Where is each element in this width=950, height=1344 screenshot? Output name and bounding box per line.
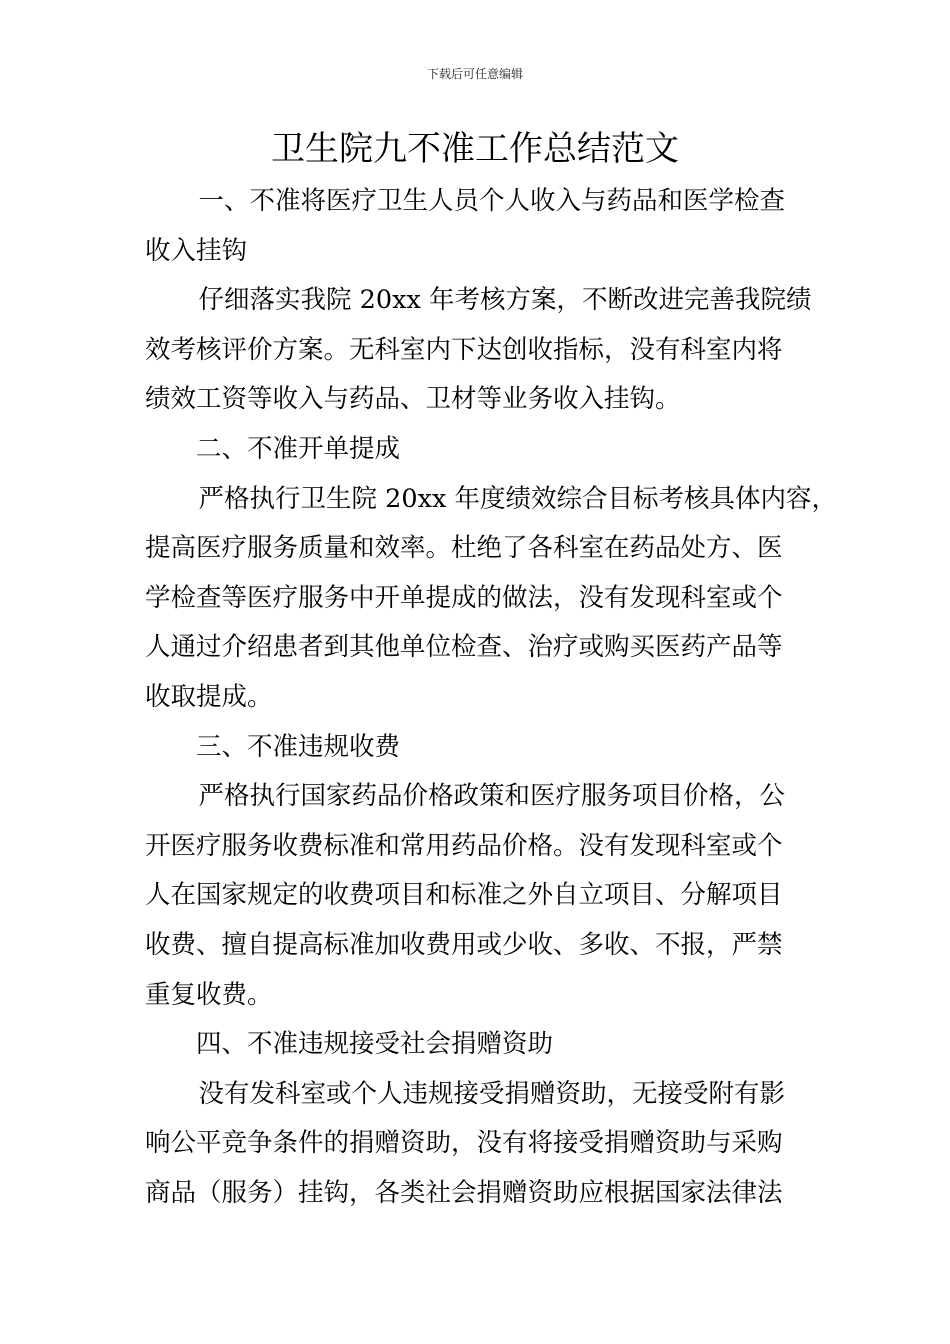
text-line (145, 227, 810, 277)
document-body (145, 177, 837, 1218)
text-line (145, 375, 810, 425)
document-title: 卫生院九不准工作总结范文 (271, 129, 679, 169)
text-line (145, 475, 837, 525)
text-line-content: 响公平竞争条件的捐赠资助，没有将接受捐赠资助与采购 (145, 1128, 783, 1159)
text-line-content: 四、不准违规接受社会捐赠资助 (196, 1029, 554, 1060)
text-line (145, 1119, 810, 1169)
text-line (145, 524, 810, 574)
text-line-content: 提高医疗服务质量和效率。杜绝了各科室在药品处方、医 (145, 533, 783, 564)
text-line-content: 仔细落实我院 20xx 年考核方案，不断改进完善我院绩 (198, 285, 812, 316)
text-line (145, 177, 810, 227)
text-line (145, 871, 810, 921)
text-line-content: 开医疗服务收费标准和常用药品价格。没有发现科室或个 (145, 830, 783, 861)
text-line-content: 人通过介绍患者到其他单位检查、治疗或购买医药产品等 (145, 632, 783, 663)
text-line (145, 921, 810, 971)
text-line (145, 723, 810, 773)
text-line (145, 772, 810, 822)
text-line (145, 1070, 810, 1120)
text-line-content: 人在国家规定的收费项目和标准之外自立项目、分解项目 (145, 880, 783, 911)
text-line-content: 商品（服务）挂钩，各类社会捐赠资助应根据国家法律法 (145, 1177, 783, 1208)
text-line (145, 623, 810, 673)
text-line-content: 严格执行卫生院 20xx 年度绩效综合目标考核具体内容， (198, 483, 837, 514)
text-line (145, 971, 810, 1021)
text-line (145, 425, 810, 475)
text-line-content: 三、不准违规收费 (196, 731, 401, 762)
text-line-content: 收费、擅自提高标准加收费用或少收、多收、不报，严禁 (145, 929, 783, 960)
text-line-content: 收入挂钩 (145, 235, 248, 266)
text-line-content: 重复收费。 (145, 979, 273, 1010)
text-line-content: 二、不准开单提成 (196, 433, 401, 464)
header-note: 下载后可任意编辑 (426, 67, 523, 81)
text-line (145, 1020, 810, 1070)
text-line-content: 绩效工资等收入与药品、卫材等业务收入挂钩。 (145, 384, 681, 415)
text-line-content: 学检查等医疗服务中开单提成的做法，没有发现科室或个 (145, 582, 783, 613)
text-line-content: 效考核评价方案。无科室内下达创收指标，没有科室内将 (145, 334, 783, 365)
text-line (145, 326, 810, 376)
text-line (145, 574, 810, 624)
text-line (145, 276, 810, 326)
text-line-content: 一、不准将医疗卫生人员个人收入与药品和医学检查 (198, 186, 786, 216)
text-line-content: 没有发科室或个人违规接受捐赠资助，无接受附有影 (198, 1078, 786, 1109)
text-line-content: 严格执行国家药品价格政策和医疗服务项目价格，公 (198, 781, 786, 812)
text-line-content: 收取提成。 (145, 681, 273, 712)
text-line (145, 673, 810, 723)
text-line (145, 822, 810, 872)
text-line (145, 1169, 810, 1219)
